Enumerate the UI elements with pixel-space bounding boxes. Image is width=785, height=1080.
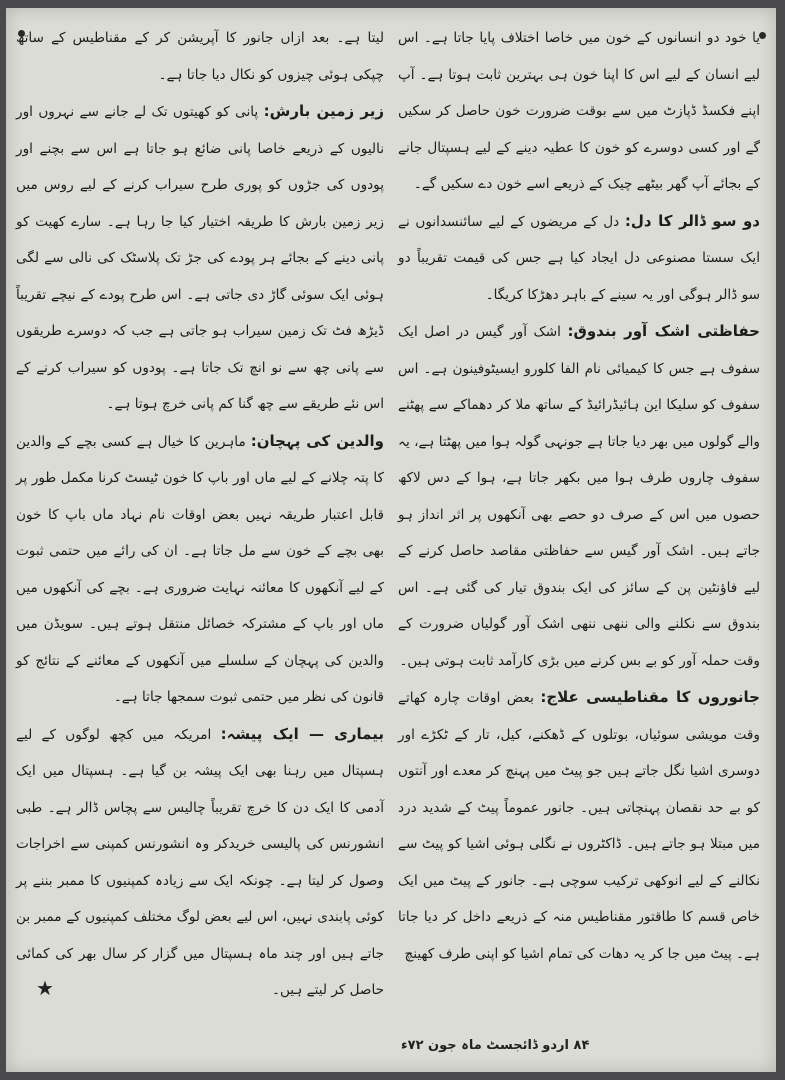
paragraph-parent-identification [16, 423, 384, 716]
paragraph-tear-gas-gun [398, 313, 760, 679]
text-magnetic-treatment: بعض اوقات چارہ کھاتے وقت مویشی سوئیاں، بوتلوں کے ڈھکنے، کیل، تار کے ٹکڑے اور دوسری اشیا نگل جاتے ہیں جو پیٹ میں پہنچ کر معدے اور آنتوں کو بے حد نقصان پہنچاتی ہیں۔ جانور عموماً پیٹ کے شدید درد میں مبتلا ہو جاتے ہیں۔ ڈاکٹروں نے نگلی ہوئی اشیا کو پیٹ سے نکالنے کے لیے انوکھی ترکیب سوچی ہے۔ جانور کے پیٹ میں ایک خاص قسم کا طاقتور مقناطیس منہ کے ذریعے داخل کر دیا جاتا ہے۔ پیٹ میں جا کر یہ دھات کی تمام اشیا کو اپنی طرف کھینچ [398, 690, 760, 962]
right-column [398, 20, 760, 972]
end-star-icon: ★ [36, 976, 54, 1000]
paragraph-illness-profession [16, 716, 384, 1009]
magazine-page [6, 8, 776, 1072]
paragraph-underground-rain [16, 93, 384, 423]
paragraph-blood-bank-end: یا خود دو انسانوں کے خون میں خاصا اختلاف پایا جاتا ہے۔ اس لیے انسان کے لیے اس کا اپنا خون ہی بہترین ثابت ہوتا ہے۔ آپ اپنے فکسڈ ڈپازٹ میں سے بوقت ضرورت خون حاصل کر سکیں گے اور کسی دوسرے کو خون کا عطیہ دینے کے لیے ہسپتال جانے کے بجائے آپ گھر بیٹھے چیک کے ذریعے اسے خون دے سکیں گے۔ [398, 30, 760, 192]
text-parent-identification: ماہرین کا خیال ہے کسی بچے کے والدین کا پتہ چلانے کے لیے ماں اور باپ کا خون ٹیسٹ کرنا مکمل طور پر قابل اعتبار طریقہ نہیں بعض اوقات نام نہاد ماں باپ کا خون بھی بچے کے خون سے مل جاتا ہے۔ ان کی رائے میں حتمی ثبوت کے لیے آنکھوں کا معائنہ نہایت ضروری ہے۔ بچے کی آنکھوں میں ماں اور باپ کے مشترکہ خصائل منتقل ہوتے ہیں۔ سویڈن میں والدین کی پہچان کے سلسلے میں آنکھوں کے معائنے کے نتائج کو قانون کی نظر میں حتمی ثبوت سمجھا جاتا ہے۔ [16, 433, 384, 705]
left-column [16, 20, 384, 1009]
text-underground-rain: پانی کو کھیتوں تک لے جانے سے نہروں اور نالیوں کے ذریعے خاصا پانی ضائع ہو جاتا ہے اس سے بچنے اور پودوں کی جڑوں کو پوری طرح سیراب کرنے کے لیے روس میں زیر زمین بارش کا طریقہ اختیار کیا جا رہا ہے۔ سارے کھیت کو پانی دینے کے بجائے ہر پودے کی جڑ تک پلاسٹک کی نالی سے لگی ہوئی ایک سوئی گاڑ دی جاتی ہے۔ اس طرح پودے کے نیچے تقریباً ڈیڑھ فٹ تک زمین سیراب ہو جاتی ہے جب کہ دوسرے طریقوں سے پانی چھ سے نو انچ تک جاتا ہے۔ پودوں کو سیراب کرنے کے اس نئے طریقے سے چھ گنا کم پانی خرچ ہوتا ہے۔ [16, 104, 384, 412]
heading-illness-profession: بیماری — ایک پیشہ: [220, 724, 384, 743]
text-illness-profession: امریکہ میں کچھ لوگوں کے لیے ہسپتال میں رہنا بھی ایک پیشہ بن گیا ہے۔ ہسپتال میں ایک آدمی کا ایک دن کا خرچ تقریباً چالیس سے پچاس ڈالر ہے۔ طبی انشورنس کی پالیسی خریدکر وہ انشورنس کمپنی سے اخراجات وصول کر لیتا ہے۔ چونکہ ایک سے زیادہ کمپنیوں کا ممبر بننے پر کوئی پابندی نہیں، اس لیے بعض لوگ مختلف کمپنیوں کے ممبر بن جاتے ہیں اور چند ماہ ہسپتال میں گزار کر سال بھر کی کمائی حاصل کر لیتے ہیں۔ [16, 726, 384, 998]
paragraph-artificial-heart [398, 203, 760, 314]
page-footer [401, 1038, 589, 1053]
heading-parent-identification: والدین کی پہچان: [250, 431, 384, 450]
heading-tear-gas-gun: حفاظتی اشک آور بندوق: [567, 322, 760, 340]
paragraph-magnetic-treatment-end: لیتا ہے۔ بعد ازاں جانور کا آپریشن کر کے مقناطیس کے ساتھ چپکی ہوئی چیزوں کو نکال دیا جاتا ہے۔ [16, 30, 384, 83]
heading-artificial-heart: دو سو ڈالر کا دل: [624, 211, 761, 230]
page-number: ۸۴ [573, 1038, 590, 1053]
text-artificial-heart: دل کے مریضوں کے لیے سائنسدانوں نے ایک سستا مصنوعی دل ایجاد کیا ہے جس کی قیمت تقریباً دو سو ڈالر ہوگی اور یہ سینے کے باہر دھڑکا کریگا۔ [398, 213, 760, 303]
issue-label: اردو ڈائجسٹ ماہ جون ۷۲ء [401, 1038, 569, 1053]
column-marker-dot [759, 32, 766, 39]
heading-magnetic-treatment: جانوروں کا مقناطیسی علاج: [540, 688, 760, 706]
heading-underground-rain: زیر زمین بارش: [263, 102, 384, 120]
paragraph-magnetic-treatment [398, 679, 760, 972]
text-tear-gas-gun: اشک آور گیس در اصل ایک سفوف ہے جس کا کیمیائی نام الفا کلورو ایسیٹوفینون ہے۔ اس سفوف کو سلیکا این ہائیڈرائیڈ کے ساتھ ملا کر دھماکے سے پھٹنے والے گولوں میں بھر دیا جاتا ہے جونہی گولہ ہوا میں پھٹتا ہے، یہ سفوف چاروں طرف ہوا میں بکھر جاتا ہے، ہوا کے دس لاکھ حصوں میں اس کے صرف دو حصے بھی آنکھوں پر اثر انداز ہو جاتے ہیں۔ اشک آور گیس سے حفاظتی مقاصد حاصل کرنے کے لیے فاؤنٹین پن کے سائز کی ایک بندوق تیار کی گئی ہے۔ اس بندوق سے نکلنے والی ننھی ننھی اشک آور گولیاں ضرورت کے وقت حملہ آور کو بے بس کرنے میں بڑی کارآمد ثابت ہوتی ہیں۔ [398, 324, 760, 669]
